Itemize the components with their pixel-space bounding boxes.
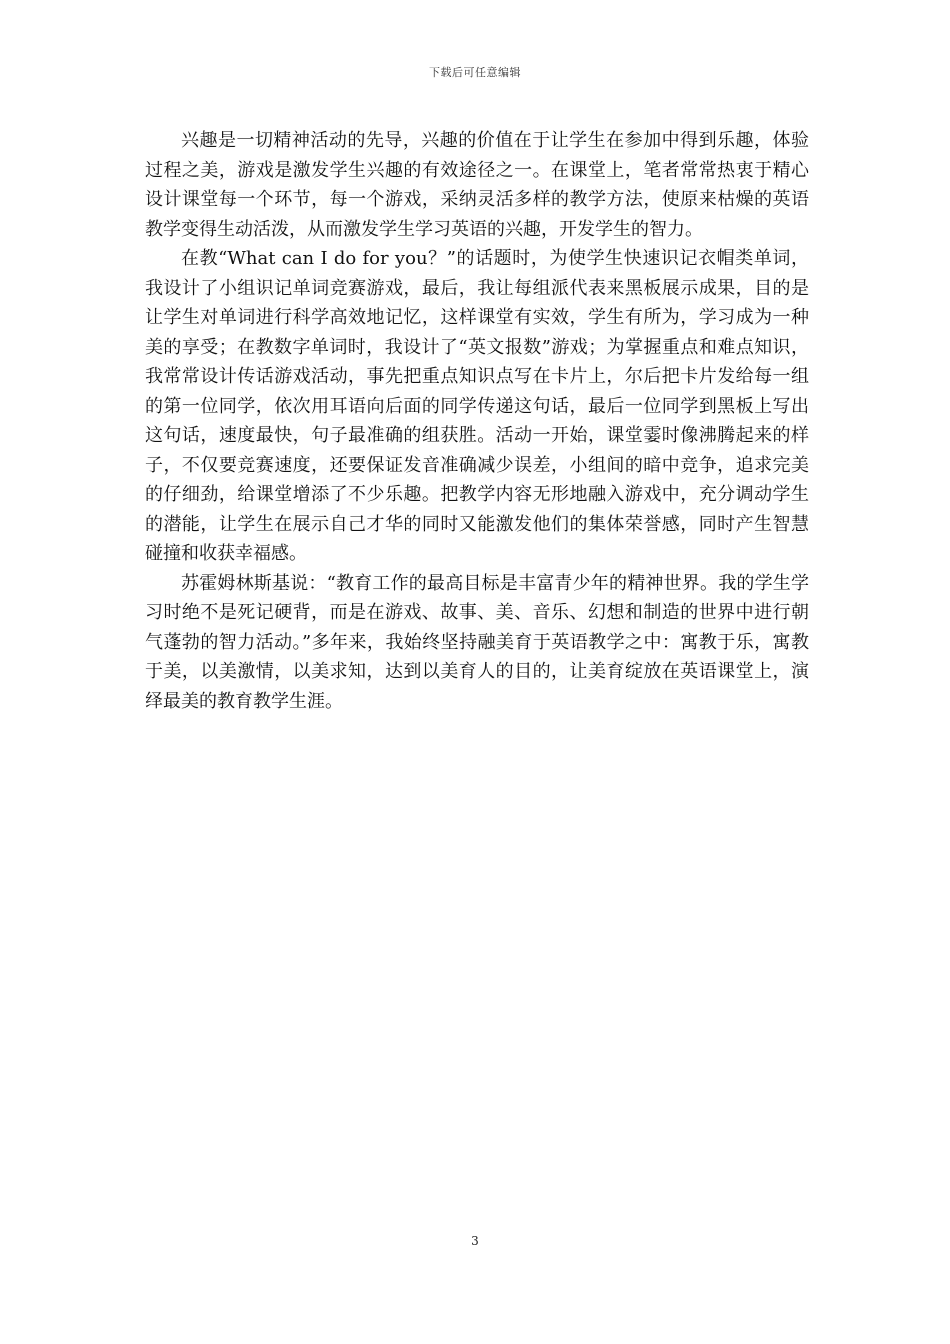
paragraph-2: 在教“What can I do for you？”的话题时，为使学生快速识记衣帽类单词，我设计了小组识记单词竞赛游戏，最后，我让每组派代表来黑板展示成果，目的是让学生对单词进行科学高效地记忆，这样课堂有实效，学生有所为，学习成为一种美的享受；在教数字单词时，我设计了“英文报数”游戏；为掌握重点和难点知识，我常常设计传话游戏活动，事先把重点知识点写在卡片上，尔后把卡片发给每一组的第一位同学，依次用耳语向后面的同学传递这句话，最后一位同学到黑板上写出这句话，速度最快，句子最准确的组获胜。活动一开始，课堂霎时像沸腾起来的样子，不仅要竞赛速度，还要保证发音准确减少误差，小组间的暗中竞争，追求完美的仔细劲，给课堂增添了不少乐趣。把教学内容无形地融入游戏中，充分调动学生的潜能，让学生在展示自己才华的同时又能激发他们的集体荣誉感，同时产生智慧碰撞和收获幸福感。: [145, 248, 809, 564]
paragraph-1: 兴趣是一切精神活动的先导，兴趣的价值在于让学生在参加中得到乐趣，体验过程之美，游戏是激发学生兴趣的有效途径之一。在课堂上，笔者常常热衷于精心设计课堂每一个环节，每一个游戏，采纳灵活多样的教学方法，使原来枯燥的英语教学变得生动活泼，从而激发学生学习英语的兴趣，开发学生的智力。: [145, 130, 809, 240]
document-body: [145, 126, 809, 716]
page-header: 下载后可任意编辑: [429, 66, 521, 79]
page-number: 3: [471, 1234, 479, 1248]
paragraph-3: 苏霍姆林斯基说：“教育工作的最高目标是丰富青少年的精神世界。我的学生学习时绝不是死记硬背，而是在游戏、故事、美、音乐、幻想和制造的世界中进行朝气蓬勃的智力活动。”多年来，我始终坚持融美育于英语教学之中：寓教于乐，寓教于美，以美激情，以美求知，达到以美育人的目的，让美育绽放在英语课堂上，演绎最美的教育教学生涯。: [145, 572, 809, 712]
